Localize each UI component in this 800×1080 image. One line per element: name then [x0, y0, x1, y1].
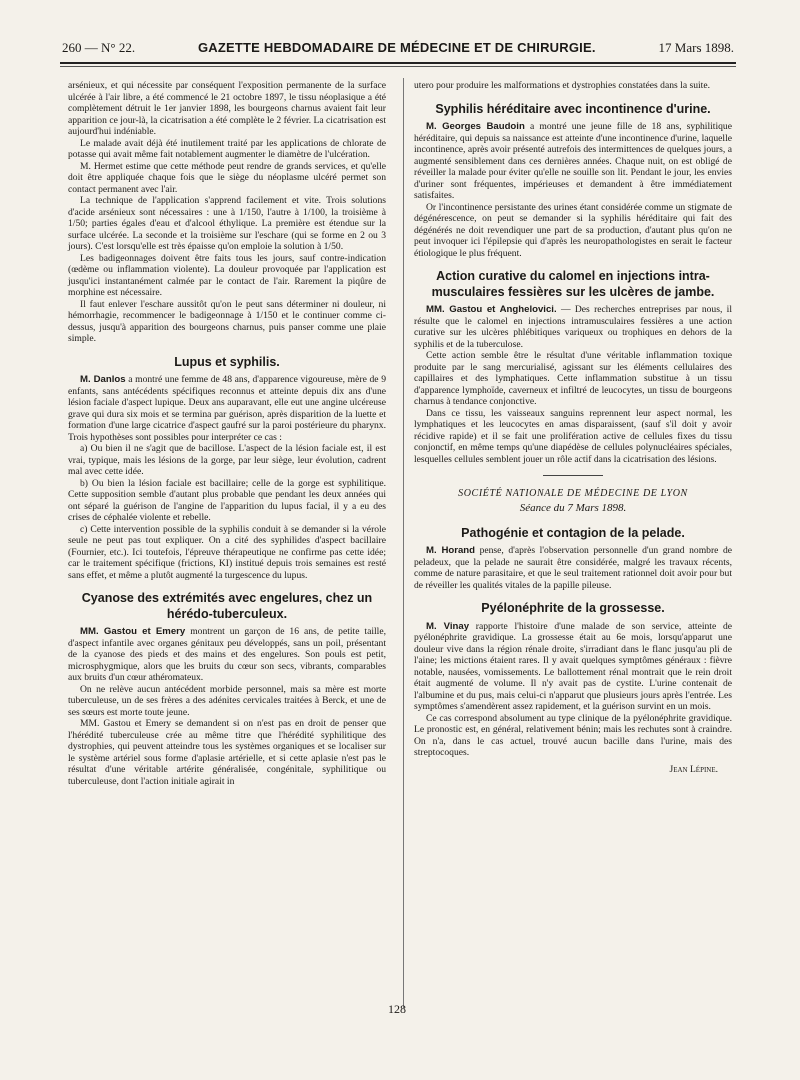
- paragraph: MM. Gastou et Anghelovici. — Des recherches entreprises par nous, il résulte que le calomel en injections intramusculaires fessières a une action curative sur les ulcères phlébitiques variqueux ou trophiques en dehors de la syphilis et de la tuberculose.: [414, 304, 732, 350]
- page-number: 128: [388, 1002, 406, 1016]
- issue-date: 17 Mars 1898.: [658, 40, 734, 55]
- paragraph: a) Ou bien il ne s'agit que de bacillose. L'aspect de la lésion faciale est, il est vrai, typique, mais les lésions de la gorge, par leur siège, leur évolution, cadrent mal avec cette idée.: [68, 443, 386, 478]
- section-title-calomel: Action curative du calomel en injections intra-musculaires fessières sur les ulcères de jambe.: [431, 269, 715, 299]
- author-name: MM. Gastou et Emery: [80, 626, 186, 638]
- journal-title: GAZETTE HEBDOMADAIRE DE MÉDECINE ET DE CHIRURGIE.: [197, 40, 596, 55]
- header-rule: [60, 62, 736, 64]
- signature: Jean Lépine.: [669, 764, 718, 775]
- paragraph: MM. Gastou et Emery se demandent si on n'est pas en droit de penser que l'hérédité tuberculeuse crée au même titre que l'hérédité syphilitique des dystrophies, qui peuvent atteindre tous les systèmes organiques et se localiser sur le système artériel sous forme d'aplasie artérielle, et si cette aplasie n'est pas le résultat d'une véritable artérite généralisée, congénitale, syphilitique ou tuberculeuse, dont l'action initiale agirait in: [68, 718, 386, 787]
- paragraph: La technique de l'application s'apprend facilement et vite. Trois solutions d'acide arsénieux sont nécessaires : une à 1/150, l'autre à 1/100, la troisième à 1/50; parties égales d'eau et d'alcool éthylique. La première est étendue sur la surface ulcérée. La seconde et la troisième sur l'eschare (qui se forme en 2 ou 3 jours). C'est lorsqu'elle est très épaisse qu'on emploie la solution à 1/50.: [68, 195, 386, 252]
- column-divider: [403, 78, 404, 1008]
- header-rule-thin: [60, 66, 736, 67]
- author-name: M. Horand: [426, 545, 476, 557]
- paragraph: Le malade avait déjà été inutilement traité par les applications de chlorate de potasse qui avait même fait notablement augmenter le diamètre de l'ulcération.: [68, 137, 386, 160]
- paragraph: Les badigeonnages doivent être faits tous les jours, sauf contre-indication (œdème ou inflammation violente). La douleur provoquée par l'application est jusqu'ici instantanément calmée par le contact de l'air. Rarement la piqûre de morphine est nécessaire.: [68, 252, 386, 298]
- section-title-syphilis: Syphilis héréditaire avec incontinence d'urine.: [435, 101, 711, 116]
- paragraph: c) Cette intervention possible de la syphilis conduit à se demander si la vérole seule ne peut pas tout expliquer. On a cité des syphilides d'aspect bacillaire (Fournier, etc.). Ici toutefois, l'épreuve thérapeutique ne confirme pas cette idée; car le traitement spécifique (frictions, KI) institué depuis trois semaines est resté sans effet, et même a plutôt augmenté la turgescence du lupus.: [68, 523, 386, 581]
- section-title-pelade: Pathogénie et contagion de la pelade.: [461, 525, 685, 540]
- author-name: MM. Gastou et Anghelovici.: [426, 304, 557, 316]
- paragraph: Dans ce tissu, les vaisseaux sanguins reprennent leur aspect normal, les lymphatiques et les leucocytes en amas disparaissent, (sauf s'il doit y avoir récidive rapide) et il se fait une prolifération active de cellules fixes du tissu conjonctif, en même temps qu'une diapédèse de cellules polynucléaires spéciales, lesquelles cellules semblent jouer un rôle actif dans la cicatrisation des lésions.: [414, 407, 732, 465]
- author-name: M. Vinay: [426, 620, 470, 632]
- section-title-pyelonephrite: Pyélonéphrite de la grossesse.: [481, 601, 665, 616]
- paragraph: Or l'incontinence persistante des urines étant considérée comme un stigmate de dégénérescence, on peut se demander si la syphilis héréditaire qui fait des dégénérés ne doit revendiquer une part de sa production, d'autant plus qu'on ne peut invoquer ici l'épilepsie qui d'après les neuropathologistes en serait le facteur étiologique le plus fréquent.: [414, 201, 732, 259]
- paragraph: M. Danlos a montré une femme de 48 ans, d'apparence vigoureuse, mère de 9 enfants, sans antécédents spécifiques reconnus et atteinte depuis dix ans d'une lésion faciale d'aspect lupique. Deux ans auparavant, elle eut une angine ulcéreuse grave qui dura six mois et se termina par guérison, après disparition de la luette et formation d'une large cicatrice d'aspect gaufré sur la paroi postérieure du pharynx. Trois hypothèses sont possibles pour interpréter ce cas :: [68, 374, 386, 443]
- paragraph: arsénieux, et qui nécessite par conséquent l'exposition permanente de la surface ulcérée à l'air libre, a été commencé le 21 octobre 1897, le tissu néoplasique a été complètement détruit le 1er janvier 1898, les bourgeons charnus avaient fait leur apparition ce jour-là, la cicatrisation a été complète le 2 février. La cicatrisation est aujourd'hui indéniable.: [68, 80, 386, 137]
- paragraph: utero pour produire les malformations et dystrophies constatées dans la suite.: [414, 80, 711, 91]
- paragraph: M. Vinay rapporte l'histoire d'une malade de son service, atteinte de pyélonéphrite gravidique. La grossesse était au 6e mois, lorsqu'apparut une douleur vive dans la région rénale droite, s'irradiant dans le flanc jusqu'au pli de l'aine; les mictions étaient rares. Il y avait quelques symptômes généraux : fièvre notable, nausées, vomissements. Le ballottement rénal montrait que le rein droit était augmenté de volume. Il n'y avait pas de cystite. L'urine contenait de l'albumine et du pus, mais celui-ci n'apparut que plusieurs jours après l'entrée. Les symptômes s'amendèrent assez rapidement, et la guérison survint en un mois.: [414, 620, 733, 713]
- paragraph: b) Ou bien la lésion faciale est bacillaire; celle de la gorge est syphilitique. Cette supposition semble d'autant plus probable que pendant les deux années qui ont séparé la guérison de l'angine de l'apparition du lupus facial, il y a eu des crises de céphalée violente et rebelle.: [68, 477, 386, 524]
- paragraph: M. Hermet estime que cette méthode peut rendre de grands services, et qu'elle doit être appliquée chaque fois que le siège du néoplasme ulcéré permet son contact permanent avec l'air.: [68, 160, 386, 195]
- paragraph: On ne relève aucun antécédent morbide personnel, mais sa mère est morte tuberculeuse, un de ses frères a des adénites cervicales traitées à Berck, et une de ses sœurs est morte toute jeune.: [68, 683, 386, 718]
- left-column: [68, 80, 386, 787]
- paragraph: M. Georges Baudoin a montré une jeune fille de 18 ans, syphilitique héréditaire, qui depuis sa naissance est atteinte d'une incontinence d'urine, laquelle incontinence, après avoir présenté autrefois des intermittences de quelques jours, a augmenté sensiblement dans ces dernières années. Chaque nuit, on est obligé de réveiller la malade pour éviter qu'elle ne souille son lit. Pendant le jour, les envies d'uriner sont fréquentes, impérieuses et demandent à être immédiatement satisfaites.: [414, 121, 732, 202]
- author-name: M. Danlos: [80, 374, 126, 386]
- section-title-lupus: Lupus et syphilis.: [174, 354, 280, 369]
- right-column: [414, 80, 732, 776]
- paragraph: Ce cas correspond absolument au type clinique de la pyélonéphrite gravidique. Le pronostic est, en général, relativement bénin; mais les rechutes sont à craindre. On n'a, dans le cas actuel, trouvé aucun bacille dans l'urine, mais des streptocoques.: [414, 712, 732, 759]
- society-heading: SOCIÉTÉ NATIONALE DE MÉDECINE DE LYON: [458, 488, 688, 500]
- running-header: [62, 40, 734, 62]
- section-separator: [543, 475, 603, 476]
- section-title-cyanose: Cyanose des extrémités avec engelures, chez un hérédo-tuberculeux.: [81, 591, 373, 621]
- paragraph: Cette action semble être le résultat d'une véritable inflammation toxique produite par le sang mercurialisé, agissant sur les éléments cellulaires des capillaires et des lymphatiques. Cette inflammation substitue à un tissu d'apparence lymphoïde, caverneux et infiltré de leucocytes, un tissu de bourgeons charnus à tendance conjonctive.: [414, 350, 732, 408]
- page-issue-label: 260 — N° 22.: [62, 40, 136, 55]
- paragraph: MM. Gastou et Emery montrent un garçon de 16 ans, de petite taille, d'aspect infantile avec organes génitaux peu développés, sans un poil, présentant de la cyanose des pieds et des mains et des engelures. Son pouls est petit, microsphygmique, alors que les bruits du cœur son secs, vibrants, comparables aux bruits d'un cœur athéromateux.: [68, 626, 386, 684]
- session-date: Séance du 7 Mars 1898.: [519, 502, 627, 515]
- paragraph: Il faut enlever l'eschare aussitôt qu'on le peut sans déterminer ni douleur, ni hémorrhagie, recommencer le badigeonnage à 1/150 et le continuer comme ci-dessus, jusqu'à apparition des bourgeons charnus, puis panser comme une plaie simple.: [68, 298, 386, 344]
- paragraph: M. Horand pense, d'après l'observation personnelle d'un grand nombre de peladeux, que la pelade ne saurait être considérée, malgré les travaux récents, comme de nature parasitaire, et que le seul traitement rationnel doit avoir pour but de réveiller les qualités vitales de la papille pileuse.: [414, 545, 732, 591]
- author-name: M. Georges Baudoin: [426, 121, 525, 133]
